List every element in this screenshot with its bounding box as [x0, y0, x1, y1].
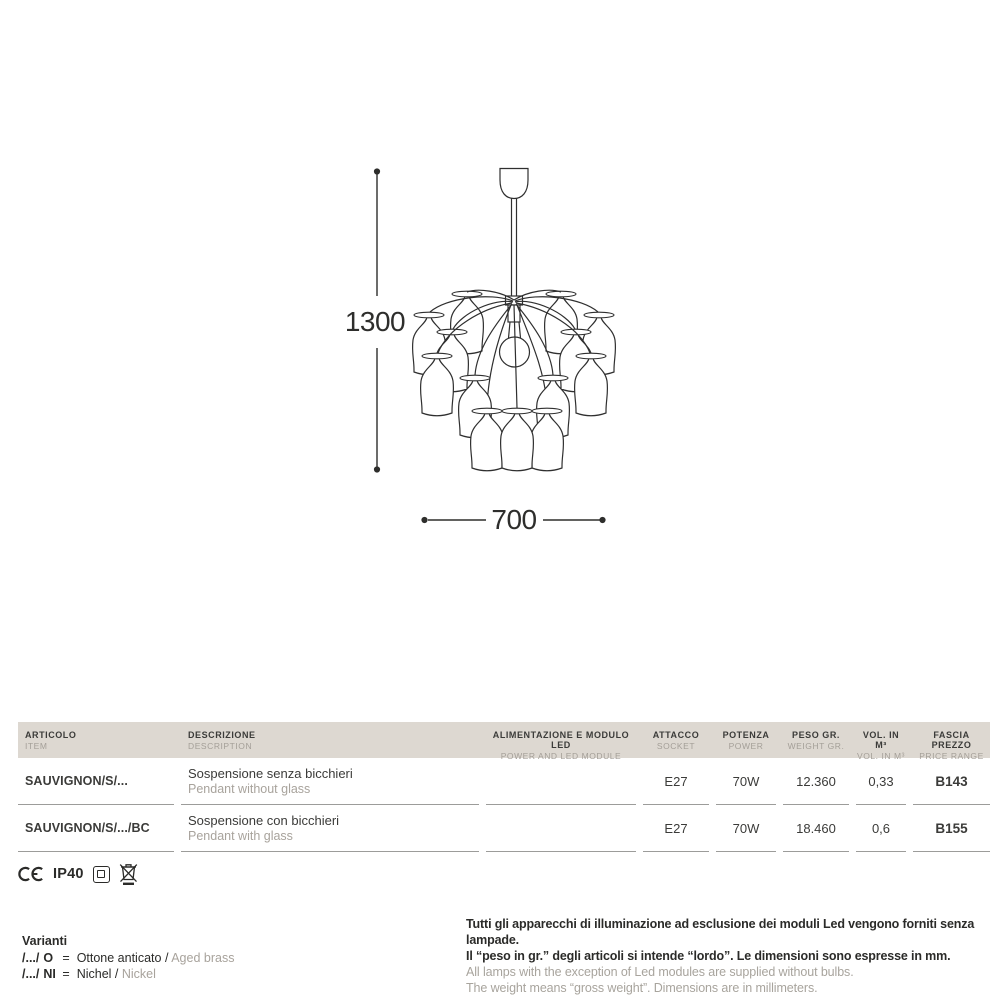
spec-table [18, 722, 990, 852]
ceiling-canopy [500, 169, 528, 199]
variants-title: Varianti [22, 934, 68, 948]
column-header-fascia-prezzo: FASCIA PREZZO PRICE RANGE [919, 730, 984, 761]
column-header-articolo: ARTICOLO ITEM [25, 730, 77, 751]
cell-weight: 12.360 [783, 758, 849, 805]
ce-mark-icon [18, 866, 44, 882]
class-ii-insulation-icon [93, 866, 110, 883]
weee-crossed-bin-icon [119, 862, 138, 886]
note-italian: Il “peso in gr.” degli articoli si intende “lordo”. Le dimensioni sono espresse in mm. [466, 948, 951, 963]
cell-power-led-module [486, 758, 636, 805]
cell-description: Sospensione con bicchieri Pendant with glass [181, 805, 479, 852]
cell-item: SAUVIGNON/S/.../BC [18, 805, 174, 852]
cell-volume: 0,6 [856, 805, 906, 852]
cell-volume: 0,33 [856, 758, 906, 805]
column-header-volume: VOL. IN M³ VOL. IN M³ [856, 730, 905, 761]
cell-power: 70W [716, 758, 776, 805]
column-header-descrizione: DESCRIZIONE DESCRIPTION [188, 730, 256, 751]
column-header-peso: PESO GR. WEIGHT GR. [787, 730, 845, 751]
cell-price-range: B155 [913, 805, 990, 852]
cell-description: Sospensione senza bicchieri Pendant without glass [181, 758, 479, 805]
chandelier-technical-drawing [335, 148, 665, 553]
note-english: All lamps with the exception of Led modules are supplied without bulbs. [466, 964, 854, 979]
table-header-row [18, 722, 990, 761]
table-row [18, 758, 990, 805]
cell-socket: E27 [643, 758, 709, 805]
column-header-potenza: POTENZA POWER [722, 730, 770, 751]
ip-rating-label: IP40 [53, 866, 84, 882]
column-header-attacco: ATTACCO SOCKET [652, 730, 700, 751]
variant-row: /.../ NI = Nichel / Nickel [22, 967, 156, 981]
width-dimension-label: 700 [491, 504, 537, 535]
variant-row: /.../ O = Ottone anticato / Aged brass [22, 951, 235, 965]
column-header-alimentazione: ALIMENTAZIONE E MODULO LED POWER AND LED MODULE [492, 730, 630, 761]
wine-glass-front-tier [459, 375, 570, 471]
cell-power-led-module [486, 805, 636, 852]
note-italian: Tutti gli apparecchi di illuminazione ad esclusione dei moduli Led vengono forniti senza lampade. [466, 917, 975, 947]
variants-block [22, 934, 234, 981]
cell-power: 70W [716, 805, 776, 852]
cell-weight: 18.460 [783, 805, 849, 852]
note-english: The weight means “gross weight”. Dimensions are in millimeters. [466, 980, 818, 995]
certification-icons [18, 861, 138, 887]
table-row [18, 805, 990, 852]
footer-notes [466, 917, 992, 997]
height-dimension-label: 1300 [344, 306, 406, 337]
cell-item: SAUVIGNON/S/... [18, 758, 174, 805]
cell-price-range: B143 [913, 758, 990, 805]
cell-socket: E27 [643, 805, 709, 852]
